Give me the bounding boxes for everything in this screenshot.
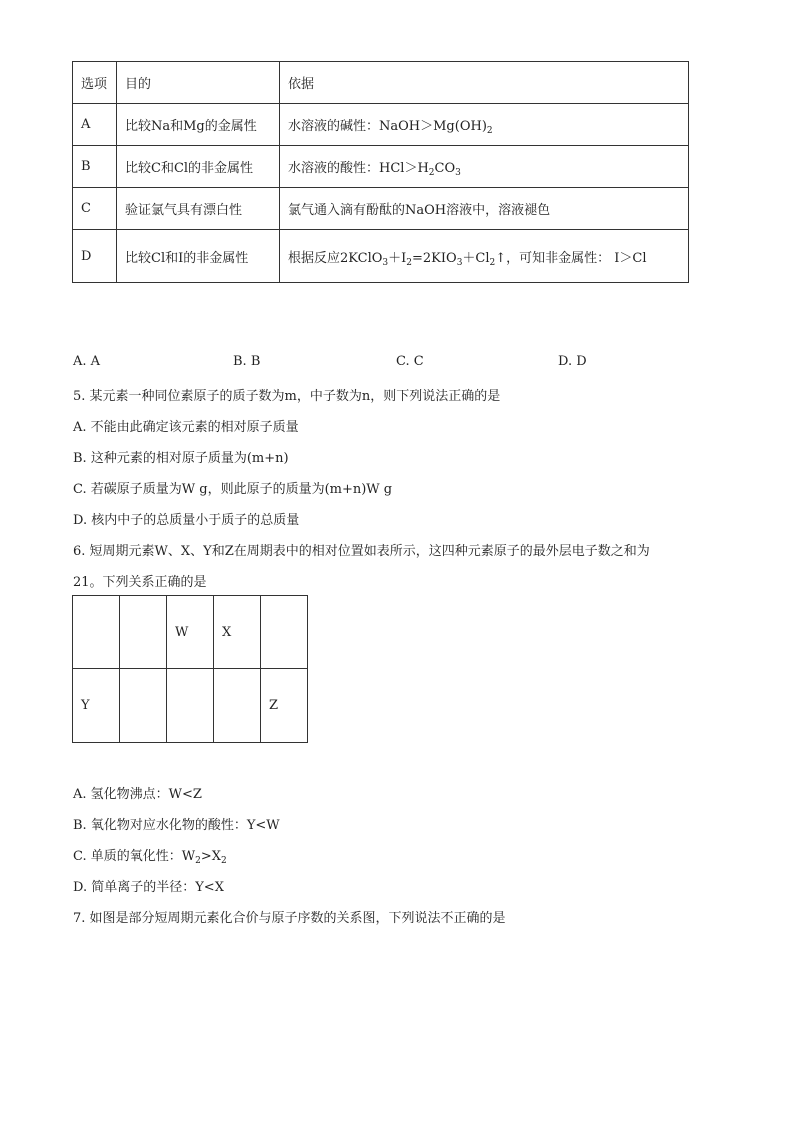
header-purpose: 目的 xyxy=(117,62,280,104)
header-basis: 依据 xyxy=(280,62,689,104)
grid-cell-x: X xyxy=(214,596,261,669)
comparison-table xyxy=(72,61,689,283)
grid-cell-z: Z xyxy=(261,669,308,743)
q6-option-b[interactable]: B. 氧化物对应水化物的酸性：Y<W xyxy=(73,818,280,833)
table-row xyxy=(73,104,689,146)
q6-option-d[interactable]: D. 简单离子的半径：Y<X xyxy=(73,880,224,895)
q6-option-c[interactable]: C. 单质的氧化性：$W_2>X_2$ xyxy=(73,849,227,866)
table-row xyxy=(73,188,689,230)
row-basis: 氯气通入滴有酚酞的NaOH溶液中，溶液褪色 xyxy=(280,188,689,230)
row-purpose: 比较C和Cl的非金属性 xyxy=(117,146,280,188)
q4-option-b[interactable]: B. B xyxy=(233,354,261,369)
row-option: A xyxy=(73,104,117,146)
grid-cell xyxy=(120,596,167,669)
q4-option-d[interactable]: D. D xyxy=(558,354,587,369)
q5-stem: 5. 某元素一种同位素原子的质子数为m，中子数为n，则下列说法正确的是 xyxy=(73,389,501,404)
row-purpose: 比较Na和Mg的金属性 xyxy=(117,104,280,146)
header-option: 选项 xyxy=(73,62,117,104)
q6-stem-line2: 21。下列关系正确的是 xyxy=(73,575,207,590)
row-purpose: 验证氯气具有漂白性 xyxy=(117,188,280,230)
row-option: C xyxy=(73,188,117,230)
row-option: D xyxy=(73,230,117,283)
grid-cell-w: W xyxy=(167,596,214,669)
q6-stem-line1: 6. 短周期元素W、X、Y和Z在周期表中的相对位置如表所示，这四种元素原子的最外层电子数之和为 xyxy=(73,544,650,559)
grid-row xyxy=(73,596,308,669)
row-option: B xyxy=(73,146,117,188)
grid-cell xyxy=(214,669,261,743)
grid-cell xyxy=(261,596,308,669)
q7-stem: 7. 如图是部分短周期元素化合价与原子序数的关系图，下列说法不正确的是 xyxy=(73,911,506,926)
q5-option-d[interactable]: D. 核内中子的总质量小于质子的总质量 xyxy=(73,513,300,528)
q6-option-a[interactable]: A. 氢化物沸点：W<Z xyxy=(73,787,202,802)
q5-option-a[interactable]: A. 不能由此确定该元素的相对原子质量 xyxy=(73,420,299,435)
grid-cell xyxy=(120,669,167,743)
row-purpose: 比较Cl和I的非金属性 xyxy=(117,230,280,283)
q4-option-c[interactable]: C. C xyxy=(396,354,424,369)
q5-option-c[interactable]: C. 若碳原子质量为W g，则此原子的质量为(m+n)W g xyxy=(73,482,393,497)
grid-cell xyxy=(167,669,214,743)
row-basis: 根据反应$2KClO_3+I_2=2KIO_3+Cl_2↑$，可知非金属性： I＞Cl xyxy=(280,230,689,283)
table-row xyxy=(73,230,689,283)
q5-option-b[interactable]: B. 这种元素的相对原子质量为(m+n) xyxy=(73,451,289,466)
row-basis: 水溶液的酸性：$HCl>H_2CO_3$ xyxy=(280,146,689,188)
grid-cell xyxy=(73,596,120,669)
periodic-position-grid xyxy=(72,595,308,743)
row-basis: 水溶液的碱性：$NaOH>Mg(OH)_2$ xyxy=(280,104,689,146)
grid-row xyxy=(73,669,308,743)
grid-cell-y: Y xyxy=(73,669,120,743)
q4-option-a[interactable]: A. A xyxy=(73,354,101,369)
table-header-row xyxy=(73,62,689,104)
table-row xyxy=(73,146,689,188)
